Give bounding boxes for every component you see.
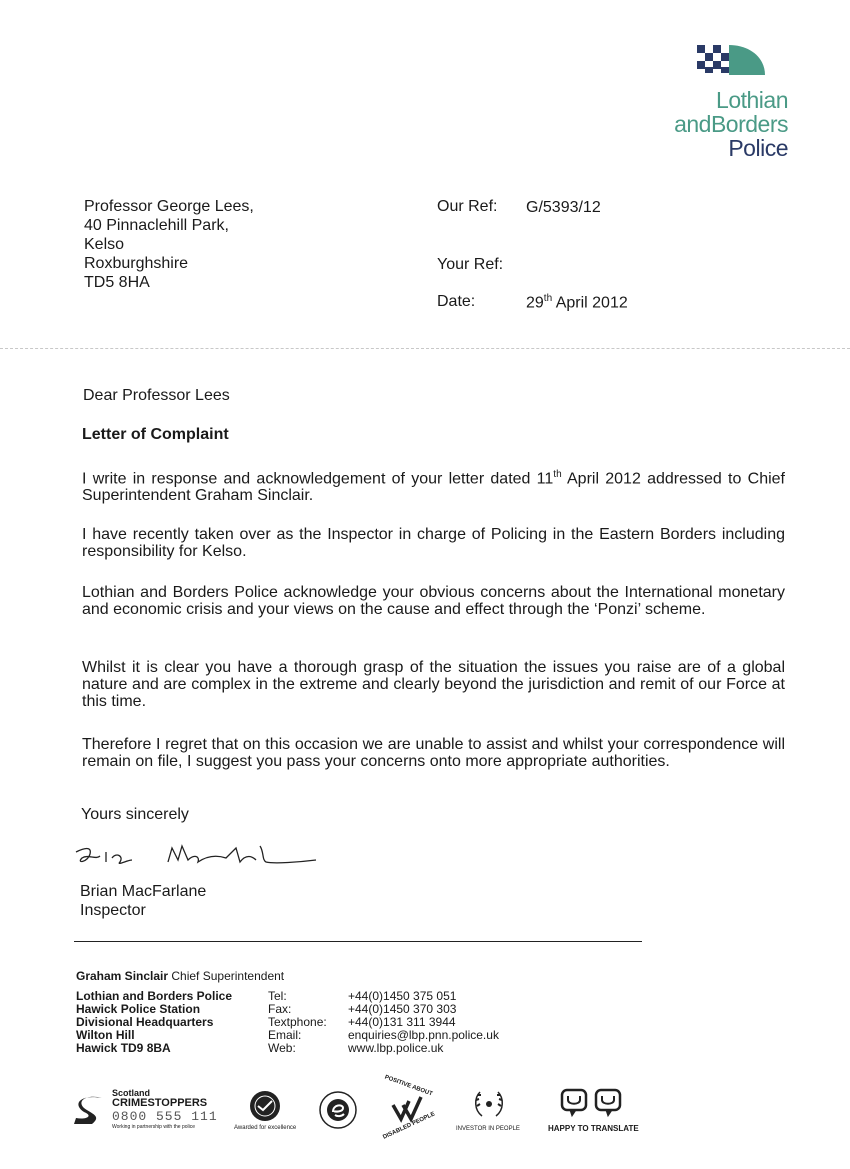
police-logo-arc-icon [729, 45, 765, 75]
contact-tel: +44(0)1450 375 051 [348, 989, 457, 1003]
positive-about-disabled-badge [373, 1074, 443, 1141]
footer-address [76, 990, 232, 1055]
logo-line-1: Lothian [716, 87, 788, 113]
crimestoppers-s-icon [72, 1094, 106, 1126]
closing: Yours sincerely [81, 806, 189, 823]
contact-label-web: Web: [268, 1041, 296, 1055]
recipient-name: Professor George Lees, [84, 198, 254, 215]
police-logo-checker-icon [697, 45, 729, 75]
footer-rule [74, 941, 642, 942]
positive-about-text: POSITIVE ABOUT [383, 1074, 434, 1098]
laurel-wreath-icon [472, 1088, 506, 1120]
letter-subject: Letter of Complaint [82, 426, 229, 443]
contact-email[interactable]: enquiries@lbp.pnn.police.uk [348, 1028, 499, 1042]
recipient-town: Kelso [84, 236, 125, 253]
contact-label-fax: Fax: [268, 1002, 292, 1016]
paragraph-1: I write in response and acknowledgement of your letter dated 11th April 2012 addressed to Chief Superintendent Graham Sinclair. [82, 469, 785, 505]
contact-label-textphone: Textphone: [268, 1015, 327, 1029]
footer-contact-labels [268, 990, 327, 1055]
translate-caption: HAPPY TO TRANSLATE [548, 1124, 639, 1133]
police-logo-wordmark [630, 88, 788, 160]
recipient-address [84, 197, 254, 292]
contact-web[interactable]: www.lbp.police.uk [348, 1041, 444, 1055]
date-label: Date: [437, 293, 476, 310]
footer-address-line: Lothian and Borders Police [76, 989, 233, 1003]
footer-address-line: Divisional Headquarters [76, 1015, 214, 1029]
signatory-name: Brian MacFarlane [80, 883, 207, 900]
recipient-county: Roxburghshire [84, 255, 189, 272]
signatory-block [80, 882, 206, 920]
recipient-street: 40 Pinnaclehill Park, [84, 217, 229, 234]
translate-speech-bubbles-icon [560, 1088, 622, 1118]
footer-contact-values [348, 990, 499, 1055]
crimestoppers-badge [72, 1088, 222, 1132]
paragraph-4: Whilst it is clear you have a thorough grasp of the situation the issues you raise are of a global nature and are complex in the extreme and clearly beyond the jurisdiction and remit of our Force at this time. [82, 659, 785, 710]
crimestoppers-scotland: Scotland [112, 1088, 151, 1098]
footer-address-line: Hawick Police Station [76, 1002, 201, 1016]
footer-address-line: Hawick TD9 8BA [76, 1041, 171, 1055]
contact-label-email: Email: [268, 1028, 302, 1042]
your-ref-label: Your Ref: [437, 256, 504, 273]
excellence-badge [234, 1090, 302, 1130]
scan-divider [0, 348, 850, 349]
excellence-caption: Awarded for excellence [234, 1125, 297, 1131]
recipient-postcode: TD5 8HA [84, 274, 150, 291]
signatory-title: Inspector [80, 902, 146, 919]
paragraph-3: Lothian and Borders Police acknowledge your obvious concerns about the International monetary and economic crisis and your views on the cause and effect through the ‘Ponzi’ scheme. [82, 584, 785, 618]
disabled-people-text: DISABLED PEOPLE [382, 1111, 437, 1141]
contact-label-tel: Tel: [268, 989, 287, 1003]
crimestoppers-tagline: Working in partnership with the police [112, 1124, 196, 1130]
salutation: Dear Professor Lees [83, 387, 230, 404]
happy-to-translate-badge [546, 1088, 646, 1134]
footer-address-line: Wilton Hill [76, 1028, 135, 1042]
paragraph-5: Therefore I regret that on this occasion we are unable to assist and whilst your correspondence will remain on file, I suggest you pass your concerns onto more appropriate authorities. [82, 736, 785, 770]
accredited-seal-icon [318, 1090, 358, 1130]
logo-line-2: andBorders [674, 111, 788, 137]
logo-line-3: Police [728, 135, 788, 161]
excellence-seal-icon [248, 1090, 282, 1122]
investor-in-people-badge [454, 1088, 524, 1132]
our-ref-value: G/5393/12 [526, 199, 601, 216]
handwritten-signature [70, 838, 330, 874]
crimestoppers-name: CRIMESTOPPERS [112, 1097, 208, 1109]
contact-fax: +44(0)1450 370 303 [348, 1002, 457, 1016]
paragraph-2: I have recently taken over as the Inspector in charge of Policing in the Eastern Borders including responsibility for Kelso. [82, 526, 785, 560]
investor-caption: INVESTOR IN PEOPLE [456, 1126, 520, 1132]
date-value: 29th April 2012 [526, 293, 628, 312]
our-ref-label: Our Ref: [437, 198, 498, 215]
footer-heading: Graham Sinclair Chief Superintendent [76, 969, 285, 983]
contact-textphone: +44(0)131 311 3944 [348, 1015, 456, 1029]
crimestoppers-phone: 0800 555 111 [112, 1109, 218, 1124]
accredited-badge [318, 1090, 358, 1130]
